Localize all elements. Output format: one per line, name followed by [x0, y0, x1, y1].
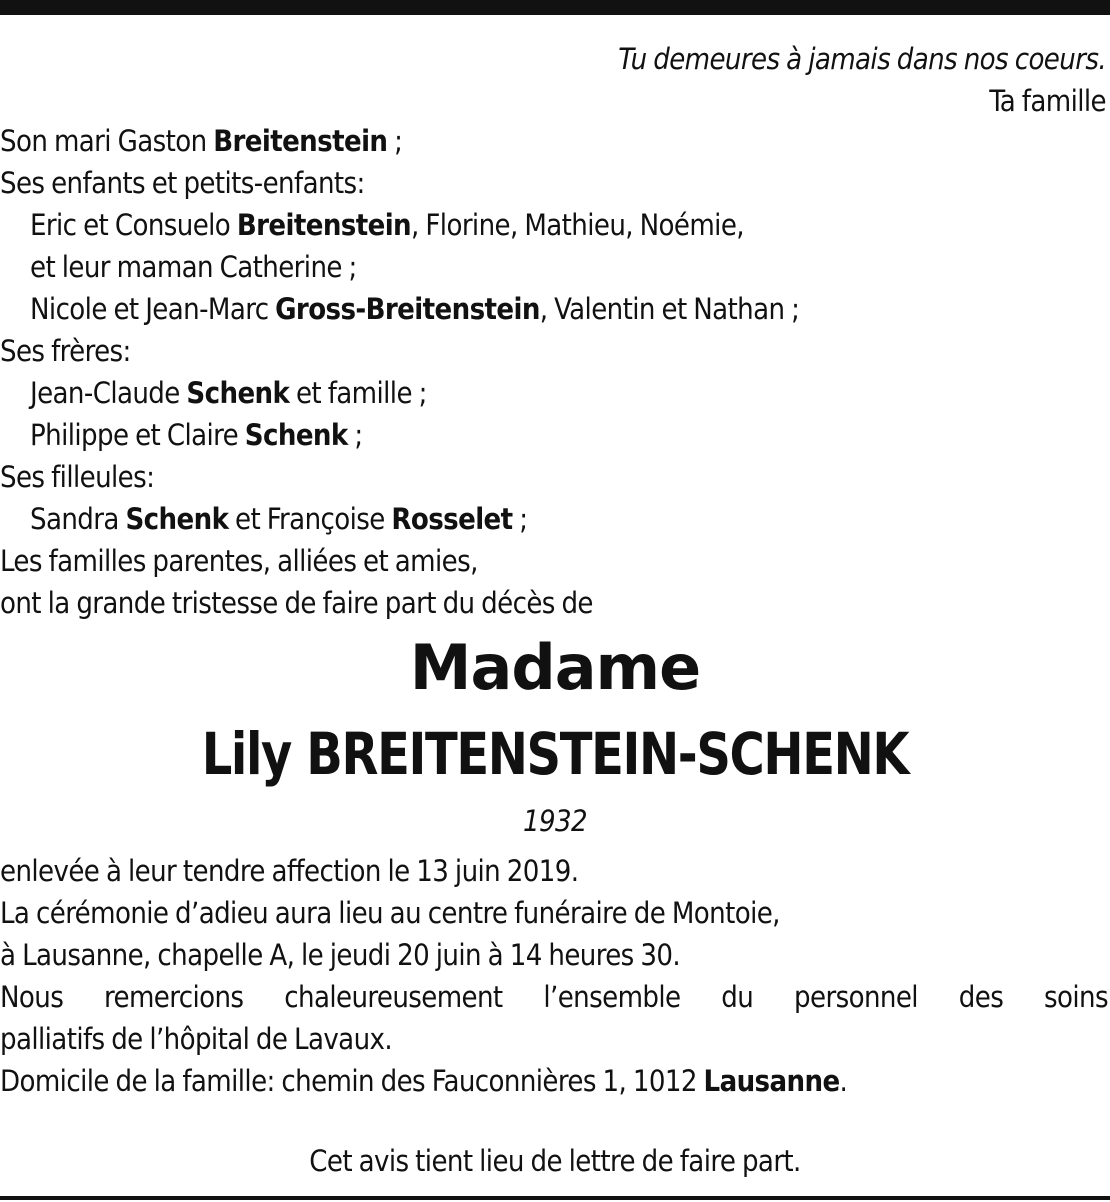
- mourner-child-1-cont: et leur maman Catherine ;: [30, 250, 357, 284]
- families-line: Les familles parentes, alliées et amies,: [0, 544, 478, 578]
- goddaughters-label: Ses filleules:: [0, 460, 155, 494]
- thanks-word: remercions: [104, 980, 244, 1014]
- mourner-text: Jean-Claude: [30, 376, 187, 410]
- address-text: .: [839, 1064, 848, 1098]
- mourner-text: , Valentin et Nathan ;: [539, 292, 800, 326]
- mourner-surname: Gross-Breitenstein: [275, 292, 540, 326]
- children-label: Ses enfants et petits-enfants:: [0, 166, 365, 200]
- mourner-husband: [0, 120, 1110, 162]
- thanks-word: des: [958, 980, 1004, 1014]
- thanks-word: soins: [1044, 980, 1108, 1014]
- ceremony-line: La cérémonie d’adieu aura lieu au centre funéraire de Montoie,: [0, 896, 780, 930]
- mourner-surname: Breitenstein: [213, 124, 388, 158]
- thanks-word: Nous: [0, 980, 64, 1014]
- mourner-text: Sandra: [30, 502, 126, 536]
- mourner-text: Son mari Gaston: [0, 124, 214, 158]
- thanks-word: chaleureusement: [284, 980, 503, 1014]
- ceremony-place-line: à Lausanne, chapelle A, le jeudi 20 juin à 14 heures 30.: [0, 938, 681, 972]
- deceased-name: Lily BREITENSTEIN-SCHENK: [201, 720, 909, 788]
- mourner-child-1: [0, 204, 1110, 246]
- mourner-text: et Françoise: [228, 502, 392, 536]
- mourner-text: Nicole et Jean-Marc: [30, 292, 276, 326]
- address-line: [0, 1060, 1110, 1102]
- mourner-text: Eric et Consuelo: [30, 208, 237, 242]
- top-rule: [0, 0, 1110, 15]
- mourner-child-2: [0, 288, 1110, 330]
- motto-quote: Tu demeures à jamais dans nos coeurs.: [618, 42, 1106, 76]
- mourner-brother-2: [0, 414, 1110, 456]
- mourner-text: ;: [512, 502, 528, 536]
- deceased-name-block: [0, 631, 1110, 788]
- thanks-line: [0, 976, 1108, 1018]
- thanks-word: l’ensemble: [543, 980, 681, 1014]
- death-date-line: enlevée à leur tendre affection le 13 juin 2019.: [0, 854, 579, 888]
- thanks-word: personnel: [794, 980, 918, 1014]
- deceased-title: Madame: [409, 631, 701, 704]
- mourner-text: , Florine, Mathieu, Noémie,: [411, 208, 744, 242]
- mourner-text: ;: [347, 418, 363, 452]
- birth-year: 1932: [523, 804, 587, 838]
- announcement-line: ont la grande tristesse de faire part du décès de: [0, 586, 593, 620]
- mourner-text: ;: [387, 124, 403, 158]
- mourner-text: Philippe et Claire: [30, 418, 245, 452]
- mourner-surname: Schenk: [125, 502, 229, 536]
- mourner-surname: Rosselet: [391, 502, 513, 536]
- mourner-surname: Schenk: [186, 376, 290, 410]
- mourner-goddaughters: [0, 498, 1110, 540]
- mourner-text: et famille ;: [289, 376, 427, 410]
- details: [0, 850, 1110, 1102]
- mourner-brother-1: [0, 372, 1110, 414]
- motto: [618, 38, 1106, 122]
- brothers-label: Ses frères:: [0, 334, 131, 368]
- mourner-surname: Schenk: [244, 418, 348, 452]
- bottom-rule: [0, 1196, 1110, 1200]
- address-text: Domicile de la famille: chemin des Fauconnières 1, 1012: [0, 1064, 704, 1098]
- mourners-list: [0, 120, 1110, 624]
- footer-note: Cet avis tient lieu de lettre de faire part.: [309, 1144, 801, 1178]
- thanks-line-cont: palliatifs de l’hôpital de Lavaux.: [0, 1022, 393, 1056]
- thanks-word: du: [721, 980, 754, 1014]
- address-city: Lausanne: [703, 1064, 840, 1098]
- motto-signature: Ta famille: [989, 84, 1106, 118]
- mourner-surname: Breitenstein: [236, 208, 412, 242]
